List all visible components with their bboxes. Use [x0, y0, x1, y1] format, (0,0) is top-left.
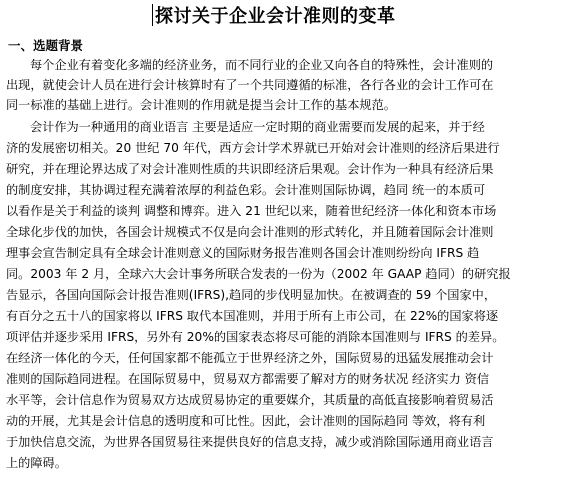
paragraph-line: 以看作是关于利益的谈判 调整和博弈。进入 21 世纪以来，随着世纪经济一体化和资本市场	[6, 204, 497, 218]
paragraph-line: 项评估并逐步采用 IFRS，另外有 20%的国家表态将尽可能的消除本国准则与 IFRS 的差异。	[6, 330, 505, 344]
paragraph-line: 上的障碍。	[6, 456, 67, 470]
paragraph-line: 全球化步伐的加快，各国会计规模式不仅是向会计准则的形式转化，并且随着国际会计准则	[6, 225, 494, 239]
document-title-row	[152, 4, 396, 30]
document-title: 探讨关于企业会计准则的变革	[155, 6, 396, 27]
paragraph-line: 在经济一体化的今天，任何国家都不能孤立于世界经济之外，国际贸易的迅猛发展推动会计	[6, 351, 494, 365]
paragraph-line: 的制度安排，其协调过程充满着浓厚的利益色彩。会计准则国际协调，趋同 统一的本质可	[6, 183, 486, 197]
paragraph-line: 理事会宣告制定具有全球会计准则意义的国际财务报告准则各国会计准则纷纷向 IFRS 趋	[6, 246, 480, 260]
paragraph-line: 有百分之五十八的国家将以 IFRS 取代本国准则，并用于所有上市公司，在 22%的国家将逐	[6, 309, 499, 323]
paragraph-line: 同一标准的基础上进行。会计准则的作用就是提当会计工作的基本规范。	[6, 98, 396, 112]
section-heading: 一、选题背景	[8, 38, 84, 53]
paragraph-line: 水平等，会计信息作为贸易双方达成贸易协定的重要媒介，其质量的高低直接影响着贸易活	[6, 393, 494, 407]
paragraph-line: 准则的国际趋同进程。在国际贸易中，贸易双方都需要了解对方的财务状况 经济实力 资信	[6, 372, 490, 386]
paragraph-line: 告显示，各国向国际会计报告准则(IFRS),趋同的步伐明显加快。在被调查的 59 个国家中，	[6, 288, 497, 302]
paragraph-line: 会计作为一种通用的商业语言 主要是适应一定时期的商业需要而发展的起来，并于经	[30, 120, 485, 134]
paragraph-line: 动的开展，尤其是会计信息的透明度和可比性。因此，会计准则的国际趋同 等效，将有利	[6, 414, 486, 428]
paragraph-line: 同。2003 年 2 月，全球六大会计事务所联合发表的一份为（2002 年 GAAP 趋同）的研究报	[6, 267, 511, 281]
paragraph-line: 研究，并在理论界达成了对会计准则性质的共识即经济后果观。会计作为一种具有经济后果	[6, 162, 494, 176]
paragraph-line: 于加快信息交流，为世界各国贸易往来提供良好的信息支持，减少或消除国际通用商业语言	[6, 435, 494, 449]
paragraph-line: 每个企业有着变化多端的经济业务，而不同行业的企业又向各自的特殊性，会计准则的	[30, 58, 494, 72]
paragraph-line: 出现，就使会计人员在进行会计核算时有了一个共同遵循的标准，各行各业的会计工作可在	[6, 78, 494, 92]
text-cursor	[152, 4, 153, 26]
paragraph-line: 济的发展密切相关。20 世纪 70 年代，西方会计学术界就已开始对会计准则的经济后果进行	[6, 141, 500, 155]
